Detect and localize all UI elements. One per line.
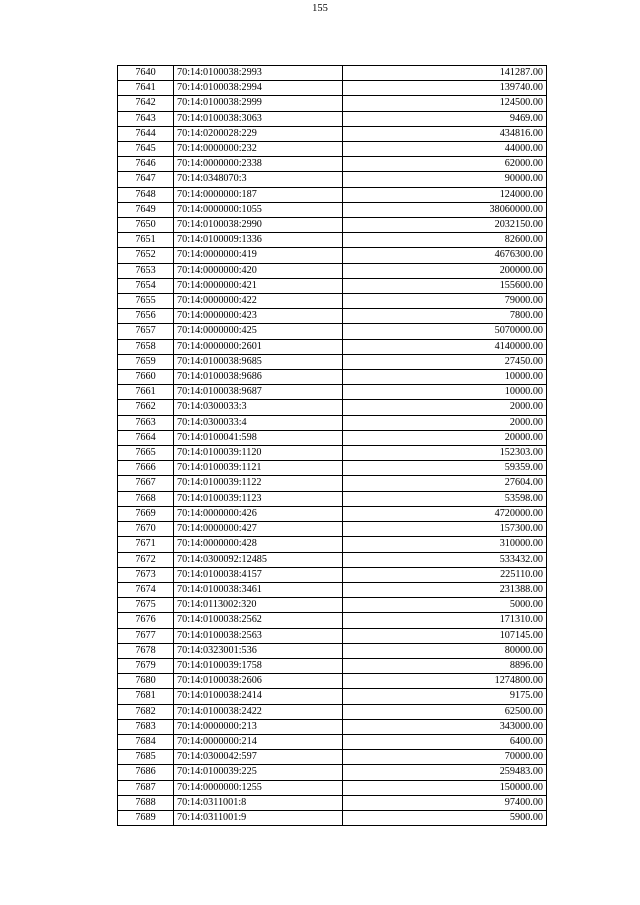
value-cell: 2032150.00 — [343, 218, 547, 233]
table-row — [118, 66, 547, 81]
table-row — [118, 278, 547, 293]
row-number-cell: 7668 — [118, 491, 174, 506]
row-number-cell: 7659 — [118, 354, 174, 369]
row-number-cell: 7684 — [118, 734, 174, 749]
value-cell: 2000.00 — [343, 415, 547, 430]
value-cell: 10000.00 — [343, 370, 547, 385]
row-number-cell: 7654 — [118, 278, 174, 293]
cadastral-number-cell: 70:14:0100038:2999 — [174, 96, 343, 111]
value-cell: 259483.00 — [343, 765, 547, 780]
row-number-cell: 7677 — [118, 628, 174, 643]
table-row — [118, 81, 547, 96]
value-cell: 152303.00 — [343, 446, 547, 461]
value-cell: 8896.00 — [343, 658, 547, 673]
row-number-cell: 7680 — [118, 674, 174, 689]
value-cell: 97400.00 — [343, 795, 547, 810]
value-cell: 200000.00 — [343, 263, 547, 278]
cadastral-number-cell: 70:14:0113002:320 — [174, 598, 343, 613]
page-number: 155 — [312, 3, 328, 14]
cadastral-number-cell: 70:14:0100039:1120 — [174, 446, 343, 461]
value-cell: 155600.00 — [343, 278, 547, 293]
cadastral-number-cell: 70:14:0100039:1758 — [174, 658, 343, 673]
cadastral-number-cell: 70:14:0000000:425 — [174, 324, 343, 339]
cadastral-number-cell: 70:14:0100038:4157 — [174, 567, 343, 582]
table-row — [118, 506, 547, 521]
cadastral-number-cell: 70:14:0000000:213 — [174, 719, 343, 734]
value-cell: 59359.00 — [343, 461, 547, 476]
value-cell: 79000.00 — [343, 294, 547, 309]
cadastral-number-cell: 70:14:0000000:420 — [174, 263, 343, 278]
value-cell: 10000.00 — [343, 385, 547, 400]
row-number-cell: 7670 — [118, 522, 174, 537]
row-number-cell: 7674 — [118, 582, 174, 597]
table-row — [118, 567, 547, 582]
cadastral-number-cell: 70:14:0100038:2562 — [174, 613, 343, 628]
value-cell: 70000.00 — [343, 750, 547, 765]
table-row — [118, 96, 547, 111]
table-row — [118, 202, 547, 217]
row-number-cell: 7649 — [118, 202, 174, 217]
cadastral-number-cell: 70:14:0200028:229 — [174, 126, 343, 141]
table-row — [118, 476, 547, 491]
value-cell: 27450.00 — [343, 354, 547, 369]
table-row — [118, 765, 547, 780]
cadastral-number-cell: 70:14:0100038:2606 — [174, 674, 343, 689]
cadastral-number-cell: 70:14:0000000:2338 — [174, 157, 343, 172]
table-row — [118, 400, 547, 415]
row-number-cell: 7661 — [118, 385, 174, 400]
cadastral-number-cell: 70:14:0311001:9 — [174, 810, 343, 825]
table-row — [118, 294, 547, 309]
value-cell: 7800.00 — [343, 309, 547, 324]
row-number-cell: 7655 — [118, 294, 174, 309]
value-cell: 171310.00 — [343, 613, 547, 628]
cadastral-number-cell: 70:14:0100038:3461 — [174, 582, 343, 597]
table-row — [118, 187, 547, 202]
row-number-cell: 7653 — [118, 263, 174, 278]
table-row — [118, 142, 547, 157]
row-number-cell: 7688 — [118, 795, 174, 810]
cadastral-number-cell: 70:14:0000000:422 — [174, 294, 343, 309]
value-cell: 124500.00 — [343, 96, 547, 111]
value-cell: 343000.00 — [343, 719, 547, 734]
value-cell: 141287.00 — [343, 66, 547, 81]
cadastral-number-cell: 70:14:0000000:1255 — [174, 780, 343, 795]
table-row — [118, 339, 547, 354]
table-row — [118, 218, 547, 233]
value-cell: 124000.00 — [343, 187, 547, 202]
cadastral-number-cell: 70:14:0348070:3 — [174, 172, 343, 187]
cadastral-number-cell: 70:14:0100038:9687 — [174, 385, 343, 400]
table-row — [118, 461, 547, 476]
table-row — [118, 780, 547, 795]
cadastral-number-cell: 70:14:0000000:426 — [174, 506, 343, 521]
row-number-cell: 7673 — [118, 567, 174, 582]
row-number-cell: 7640 — [118, 66, 174, 81]
cadastral-number-cell: 70:14:0100038:2563 — [174, 628, 343, 643]
row-number-cell: 7663 — [118, 415, 174, 430]
row-number-cell: 7645 — [118, 142, 174, 157]
value-cell: 2000.00 — [343, 400, 547, 415]
value-cell: 4720000.00 — [343, 506, 547, 521]
table-row — [118, 613, 547, 628]
value-cell: 150000.00 — [343, 780, 547, 795]
row-number-cell: 7685 — [118, 750, 174, 765]
table-row — [118, 354, 547, 369]
value-cell: 225110.00 — [343, 567, 547, 582]
row-number-cell: 7687 — [118, 780, 174, 795]
row-number-cell: 7671 — [118, 537, 174, 552]
cadastral-number-cell: 70:14:0100038:2994 — [174, 81, 343, 96]
value-cell: 80000.00 — [343, 643, 547, 658]
row-number-cell: 7647 — [118, 172, 174, 187]
cadastral-number-cell: 70:14:0100038:9685 — [174, 354, 343, 369]
row-number-cell: 7681 — [118, 689, 174, 704]
row-number-cell: 7666 — [118, 461, 174, 476]
table-row — [118, 658, 547, 673]
cadastral-number-cell: 70:14:0000000:423 — [174, 309, 343, 324]
row-number-cell: 7679 — [118, 658, 174, 673]
table-row — [118, 598, 547, 613]
row-number-cell: 7672 — [118, 552, 174, 567]
value-cell: 53598.00 — [343, 491, 547, 506]
table-row — [118, 795, 547, 810]
table-row — [118, 810, 547, 825]
row-number-cell: 7676 — [118, 613, 174, 628]
cadastral-number-cell: 70:14:0100041:598 — [174, 430, 343, 445]
row-number-cell: 7669 — [118, 506, 174, 521]
cadastral-number-cell: 70:14:0100039:1122 — [174, 476, 343, 491]
row-number-cell: 7646 — [118, 157, 174, 172]
row-number-cell: 7682 — [118, 704, 174, 719]
value-cell: 6400.00 — [343, 734, 547, 749]
value-cell: 310000.00 — [343, 537, 547, 552]
table-row — [118, 689, 547, 704]
value-cell: 62000.00 — [343, 157, 547, 172]
table-row — [118, 628, 547, 643]
row-number-cell: 7651 — [118, 233, 174, 248]
value-cell: 38060000.00 — [343, 202, 547, 217]
table-row — [118, 157, 547, 172]
value-cell: 4676300.00 — [343, 248, 547, 263]
value-cell: 5900.00 — [343, 810, 547, 825]
value-cell: 533432.00 — [343, 552, 547, 567]
table-row — [118, 233, 547, 248]
value-cell: 231388.00 — [343, 582, 547, 597]
row-number-cell: 7656 — [118, 309, 174, 324]
row-number-cell: 7660 — [118, 370, 174, 385]
table-body — [118, 66, 547, 826]
table-row — [118, 522, 547, 537]
table-row — [118, 750, 547, 765]
value-cell: 82600.00 — [343, 233, 547, 248]
value-cell: 44000.00 — [343, 142, 547, 157]
value-cell: 107145.00 — [343, 628, 547, 643]
cadastral-number-cell: 70:14:0300042:597 — [174, 750, 343, 765]
value-cell: 434816.00 — [343, 126, 547, 141]
table-row — [118, 491, 547, 506]
value-cell: 9469.00 — [343, 111, 547, 126]
cadastral-number-cell: 70:14:0100038:2993 — [174, 66, 343, 81]
cadastral-number-cell: 70:14:0000000:214 — [174, 734, 343, 749]
cadastral-number-cell: 70:14:0100038:9686 — [174, 370, 343, 385]
row-number-cell: 7652 — [118, 248, 174, 263]
cadastral-number-cell: 70:14:0100038:2990 — [174, 218, 343, 233]
cadastral-number-cell: 70:14:0311001:8 — [174, 795, 343, 810]
cadastral-number-cell: 70:14:0100039:225 — [174, 765, 343, 780]
cadastral-number-cell: 70:14:0000000:187 — [174, 187, 343, 202]
table-row — [118, 674, 547, 689]
table-row — [118, 263, 547, 278]
table-row — [118, 415, 547, 430]
cadastral-number-cell: 70:14:0300033:3 — [174, 400, 343, 415]
table-row — [118, 430, 547, 445]
table-row — [118, 552, 547, 567]
cadastral-number-cell: 70:14:0000000:421 — [174, 278, 343, 293]
table-row — [118, 126, 547, 141]
row-number-cell: 7686 — [118, 765, 174, 780]
cadastral-number-cell: 70:14:0300033:4 — [174, 415, 343, 430]
table-row — [118, 704, 547, 719]
cadastral-number-cell: 70:14:0000000:1055 — [174, 202, 343, 217]
row-number-cell: 7678 — [118, 643, 174, 658]
cadastral-number-cell: 70:14:0323001:536 — [174, 643, 343, 658]
table-row — [118, 537, 547, 552]
cadastral-number-cell: 70:14:0100039:1121 — [174, 461, 343, 476]
table-row — [118, 385, 547, 400]
table-row — [118, 248, 547, 263]
row-number-cell: 7641 — [118, 81, 174, 96]
table-row — [118, 734, 547, 749]
value-cell: 139740.00 — [343, 81, 547, 96]
table-row — [118, 309, 547, 324]
row-number-cell: 7644 — [118, 126, 174, 141]
cadastral-number-cell: 70:14:0100038:2414 — [174, 689, 343, 704]
cadastral-number-cell: 70:14:0100039:1123 — [174, 491, 343, 506]
row-number-cell: 7650 — [118, 218, 174, 233]
value-cell: 5070000.00 — [343, 324, 547, 339]
value-cell: 157300.00 — [343, 522, 547, 537]
cadastral-number-cell: 70:14:0100038:3063 — [174, 111, 343, 126]
value-cell: 9175.00 — [343, 689, 547, 704]
table-row — [118, 446, 547, 461]
value-cell: 62500.00 — [343, 704, 547, 719]
value-cell: 4140000.00 — [343, 339, 547, 354]
cadastral-number-cell: 70:14:0300092:12485 — [174, 552, 343, 567]
row-number-cell: 7657 — [118, 324, 174, 339]
table-row — [118, 324, 547, 339]
value-cell: 27604.00 — [343, 476, 547, 491]
row-number-cell: 7667 — [118, 476, 174, 491]
row-number-cell: 7643 — [118, 111, 174, 126]
cadastral-value-table — [117, 65, 547, 826]
row-number-cell: 7675 — [118, 598, 174, 613]
cadastral-number-cell: 70:14:0000000:427 — [174, 522, 343, 537]
cadastral-number-cell: 70:14:0000000:419 — [174, 248, 343, 263]
row-number-cell: 7642 — [118, 96, 174, 111]
row-number-cell: 7658 — [118, 339, 174, 354]
value-cell: 90000.00 — [343, 172, 547, 187]
table-row — [118, 111, 547, 126]
row-number-cell: 7664 — [118, 430, 174, 445]
cadastral-number-cell: 70:14:0000000:232 — [174, 142, 343, 157]
row-number-cell: 7683 — [118, 719, 174, 734]
table-row — [118, 172, 547, 187]
row-number-cell: 7689 — [118, 810, 174, 825]
value-cell: 5000.00 — [343, 598, 547, 613]
cadastral-number-cell: 70:14:0000000:2601 — [174, 339, 343, 354]
value-cell: 1274800.00 — [343, 674, 547, 689]
table-row — [118, 643, 547, 658]
row-number-cell: 7648 — [118, 187, 174, 202]
cadastral-number-cell: 70:14:0100009:1336 — [174, 233, 343, 248]
row-number-cell: 7665 — [118, 446, 174, 461]
value-cell: 20000.00 — [343, 430, 547, 445]
row-number-cell: 7662 — [118, 400, 174, 415]
table-row — [118, 719, 547, 734]
cadastral-number-cell: 70:14:0100038:2422 — [174, 704, 343, 719]
table-row — [118, 370, 547, 385]
cadastral-number-cell: 70:14:0000000:428 — [174, 537, 343, 552]
table-row — [118, 582, 547, 597]
